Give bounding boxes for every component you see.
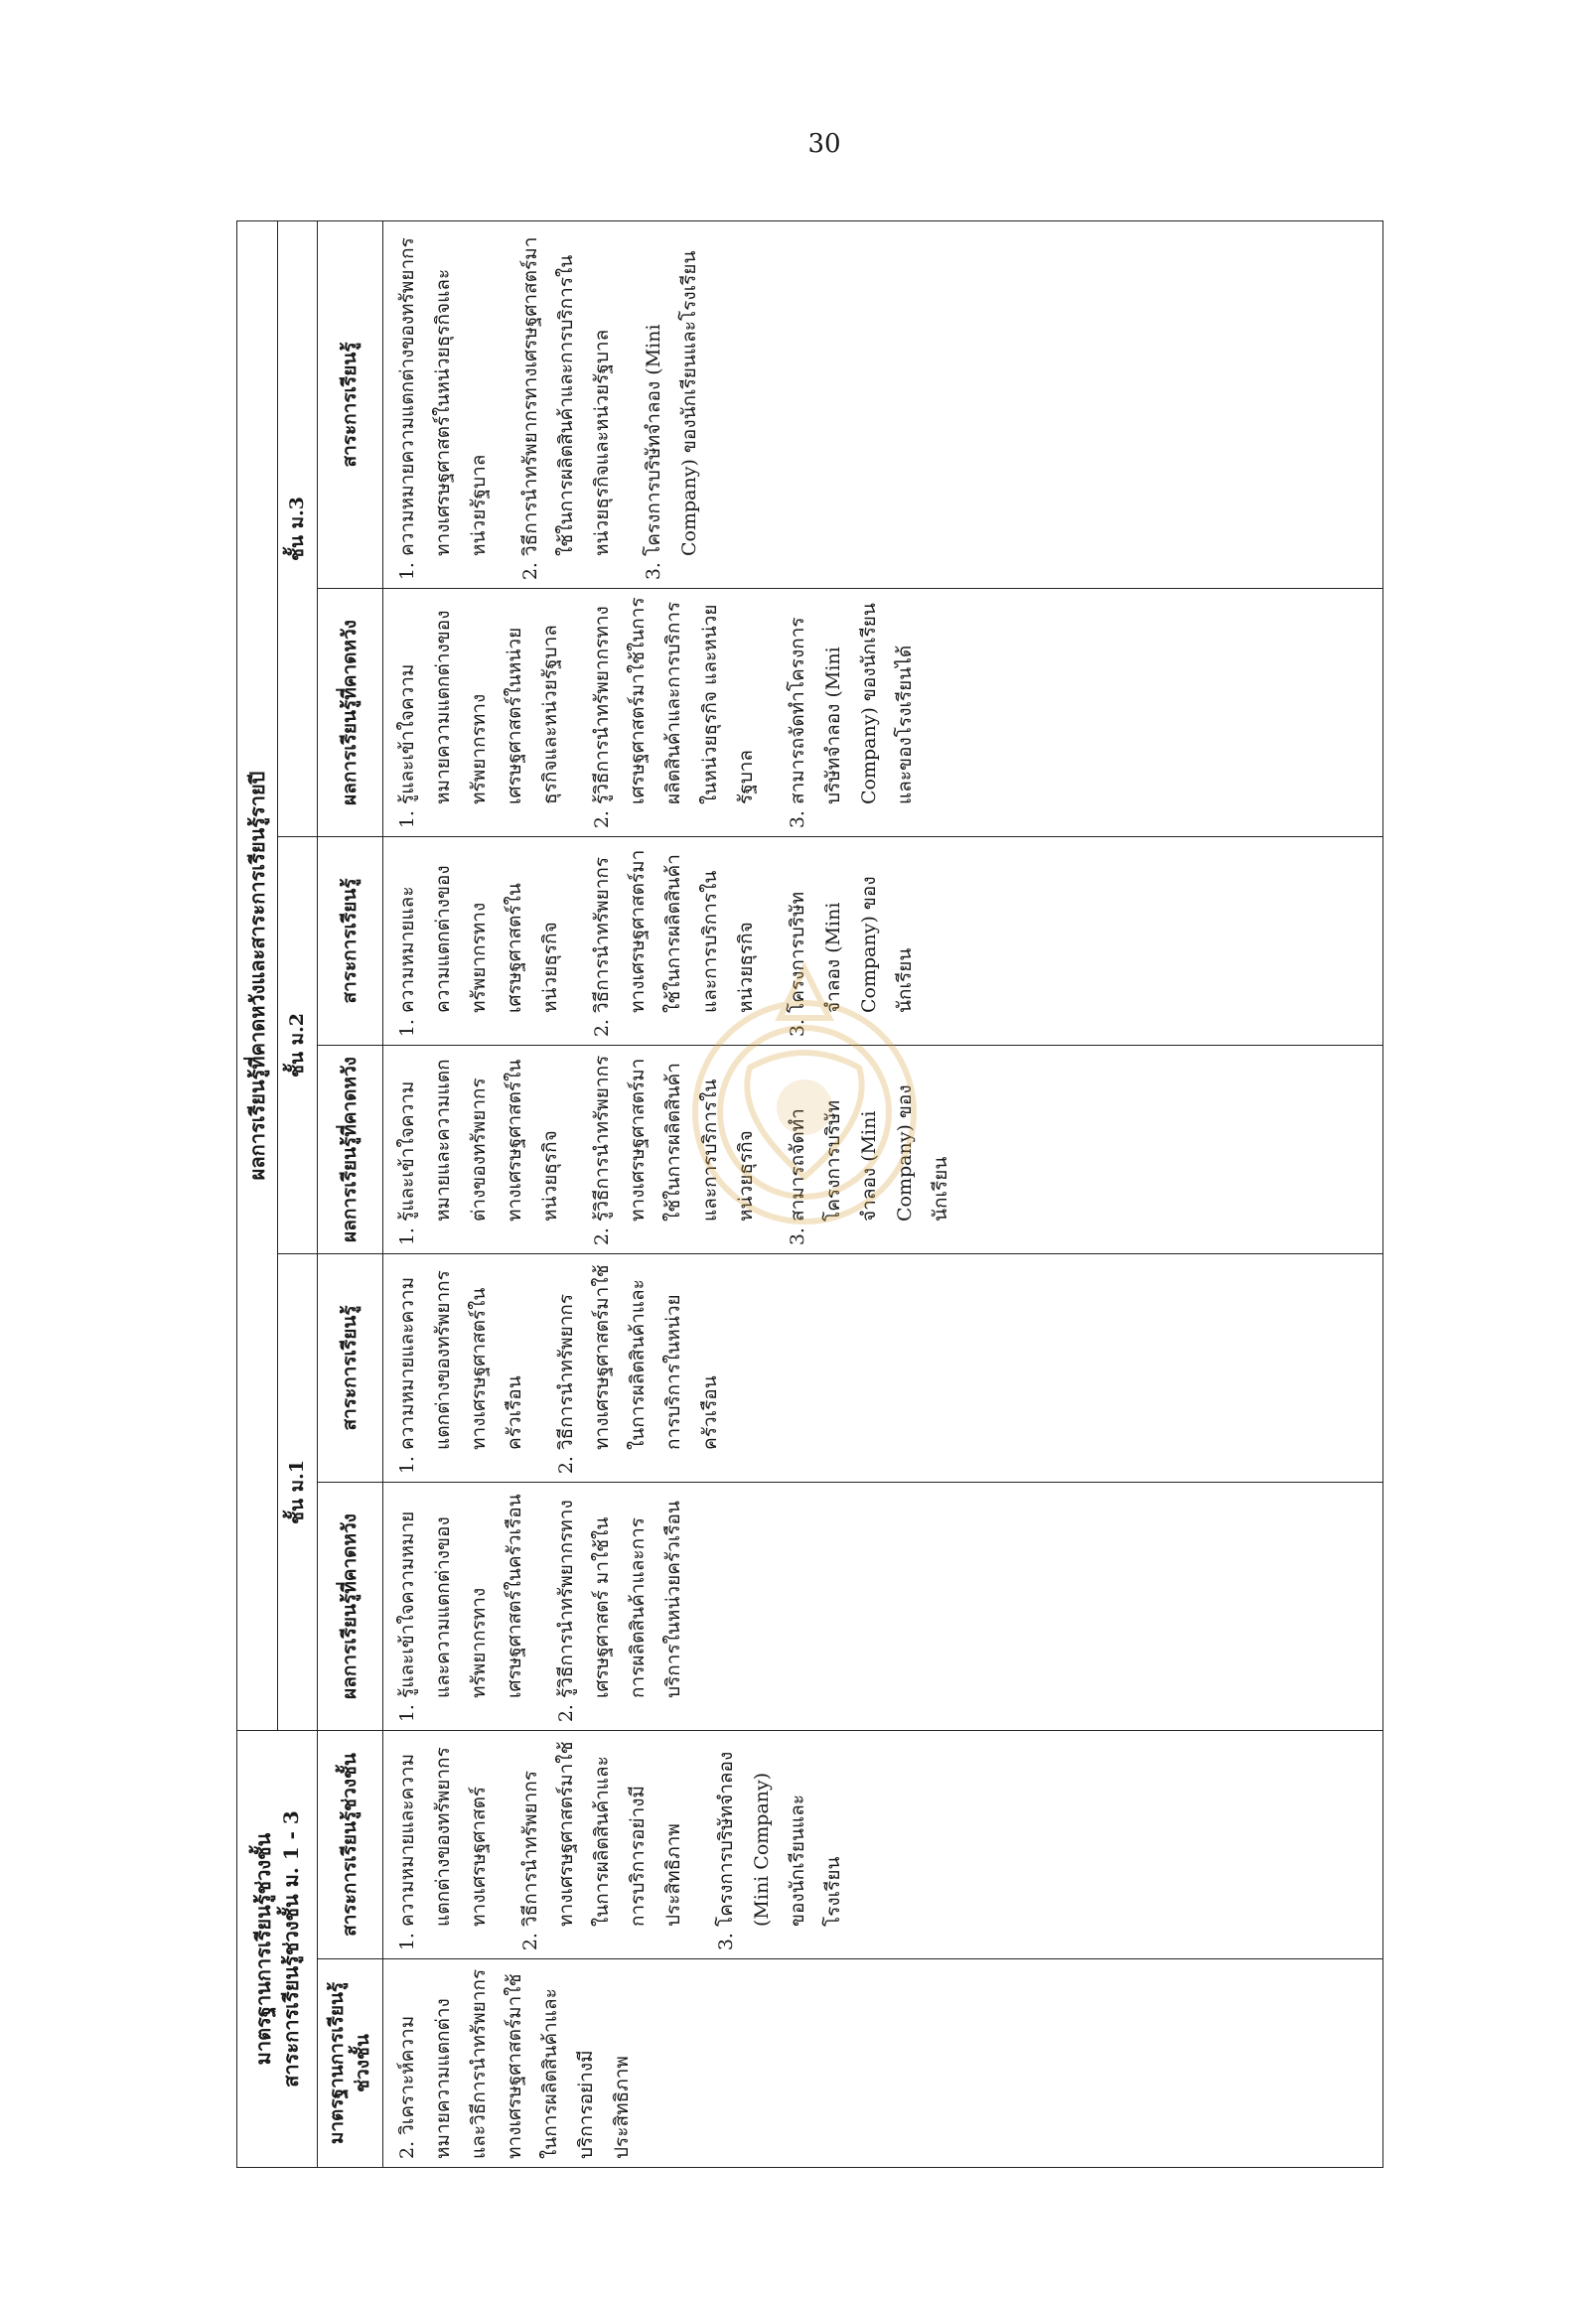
page-number: 30 bbox=[807, 129, 841, 159]
list-item: 1. รู้และเข้าใจความหมายและความแตกต่างของทรัพยากรทางเศรษฐศาสตร์ในครัวเรือน bbox=[389, 1491, 532, 1698]
list-item: 3. โครงการบริษัทจำลอง (Mini Company) ของนักเรียนและโรงเรียน bbox=[636, 229, 707, 556]
list-item: 2. รู้วิธีการนำทรัพยากรทางเศรษฐศาสตร์มาใช้ในการผลิตสินค้าและการบริการในหน่วยธุรกิจ bbox=[584, 1054, 763, 1222]
m3-outcomes-cell bbox=[382, 588, 1382, 836]
table-row bbox=[382, 220, 1382, 2167]
list-item: 2. วิธีการนำทรัพยากรทางเศรษฐศาสตร์มาใช้ในการผลิตสินค้าและการบริการในหน่วยธุรกิจและหน่วยรัฐบาล bbox=[512, 229, 620, 556]
header-annual-results: ผลการเรียนรู้ที่คาดหวังและสาระการเรียนรู้รายปี bbox=[237, 220, 278, 1730]
list-item: 3. สามารถจัดทำโครงการบริษัทจำลอง (Mini Company) ของนักเรียน bbox=[780, 1054, 958, 1222]
column-header-m3-content: สาระการเรียนรู้ bbox=[317, 220, 382, 588]
standard-number: 2 bbox=[395, 2146, 418, 2159]
column-header-m2-outcomes: ผลการเรียนรู้ที่คาดหวัง bbox=[317, 1045, 382, 1253]
m3-outcomes-list bbox=[389, 597, 923, 828]
m2-outcomes-cell bbox=[382, 1045, 1382, 1253]
curriculum-table bbox=[236, 220, 1383, 2168]
list-item: 3. สามารถจัดทำโครงการบริษัทจำลอง (Mini Company) ของนักเรียนและของโรงเรียนได้ bbox=[780, 597, 923, 804]
standard-text: วิเคราะห์ความหมายความแตกต่างและวิธีการนำทรัพยากรทางเศรษฐศาสตร์มาใช้ในการผลิตสินค้าและบริการอย่างมีประสิทธิภาพ bbox=[395, 1968, 634, 2159]
m1-content-list bbox=[389, 1262, 728, 1474]
header-standards bbox=[237, 1730, 318, 2167]
list-item: 1. ความหมายและความแตกต่างของทรัพยากรทางเศรษฐศาสตร์ในหน่วยธุรกิจ bbox=[389, 845, 568, 1013]
column-header-m3-outcomes: ผลการเรียนรู้ที่คาดหวัง bbox=[317, 588, 382, 836]
list-item: 2. วิธีการนำทรัพยากรทางเศรษฐศาสตร์มาใช้ในการผลิตสินค้าและการบริการในหน่วยธุรกิจ bbox=[584, 845, 763, 1013]
column-header-m1-content: สาระการเรียนรู้ bbox=[317, 1253, 382, 1482]
list-item: 1. รู้และเข้าใจความหมายและความแตกต่างของทรัพยากรทางเศรษฐศาสตร์ในหน่วยธุรกิจ bbox=[389, 1054, 568, 1222]
range-content-list bbox=[389, 1739, 851, 1950]
column-header-m2-content: สาระการเรียนรู้ bbox=[317, 836, 382, 1045]
m2-outcomes-list bbox=[389, 1054, 958, 1245]
list-item: 2. วิธีการนำทรัพยากรทางเศรษฐศาสตร์มาใช้ในการผลิตสินค้าและการบริการอย่างมีประสิทธิภาพ bbox=[512, 1739, 691, 1927]
header-grade-m1: ชั้น ม.1 bbox=[278, 1253, 318, 1730]
m1-outcomes-list bbox=[389, 1491, 692, 1722]
rotated-table-container bbox=[236, 221, 1383, 2168]
m1-outcomes-cell bbox=[382, 1482, 1382, 1730]
list-item: 1. ความหมายและความแตกต่างของทรัพยากรทางเศรษฐศาสตร์ในครัวเรือน bbox=[389, 1262, 532, 1450]
header-standards-line1: มาตรฐานการเรียนรู้ช่วงชั้น bbox=[250, 1832, 275, 2066]
list-item: 2. วิธีการนำทรัพยากรทางเศรษฐศาสตร์มาใช้ในการผลิตสินค้าและการบริการในหน่วยครัวเรือน bbox=[548, 1262, 727, 1450]
list-item: 3. โครงการบริษัทจำลอง (Mini Company) ของนักเรียนและโรงเรียน bbox=[708, 1739, 851, 1927]
column-header-standard: มาตรฐานการเรียนรู้ช่วงชั้น bbox=[317, 1959, 382, 2168]
header-grade-m3: ชั้น ม.3 bbox=[278, 220, 318, 836]
m1-content-cell bbox=[382, 1253, 1382, 1482]
header-grade-m2: ชั้น ม.2 bbox=[278, 836, 318, 1253]
list-item: 2. รู้วิธีการนำทรัพยากรทางเศรษฐศาสตร์มาใช้ในการผลิตสินค้าและการบริการในหน่วยธุรกิจ และหน่วยรัฐบาล bbox=[584, 597, 763, 804]
m2-content-list bbox=[389, 845, 923, 1037]
standard-cell: 2. วิเคราะห์ความหมายความแตกต่างและวิธีการนำทรัพยากรทางเศรษฐศาสตร์มาใช้ในการผลิตสินค้าและบริการอย่างมีประสิทธิภาพ bbox=[382, 1959, 1382, 2168]
column-header-range-content: สาระการเรียนรู้ช่วงชั้น bbox=[317, 1730, 382, 1958]
column-header-m1-outcomes: ผลการเรียนรู้ที่คาดหวัง bbox=[317, 1482, 382, 1730]
list-item: 1. ความหมายและความแตกต่างของทรัพยากรทางเศรษฐศาสตร์ bbox=[389, 1739, 497, 1927]
m2-content-cell bbox=[382, 836, 1382, 1045]
list-item: 2. รู้วิธีการนำทรัพยากรทางเศรษฐศาสตร์ มาใช้ในการผลิตสินค้าและการบริการในหน่วยครัวเรือน bbox=[548, 1491, 691, 1698]
list-item: 1. รู้และเข้าใจความหมายความแตกต่างของทรัพยากรทางเศรษฐศาสตร์ในหน่วยธุรกิจและหน่วยรัฐบาล bbox=[389, 597, 568, 804]
header-standards-line2: สาระการเรียนรู้ช่วงชั้น ม. 1 - 3 bbox=[278, 1810, 303, 2087]
list-item: 3. โครงการบริษัทจำลอง (Mini Company) ของนักเรียน bbox=[780, 845, 923, 1013]
m3-content-cell bbox=[382, 220, 1382, 588]
range-content-cell bbox=[382, 1730, 1382, 1958]
list-item: 1. ความหมายความแตกต่างของทรัพยากรทางเศรษฐศาสตร์ในหน่วยธุรกิจและหน่วยรัฐบาล bbox=[389, 229, 497, 556]
m3-content-list bbox=[389, 229, 708, 580]
